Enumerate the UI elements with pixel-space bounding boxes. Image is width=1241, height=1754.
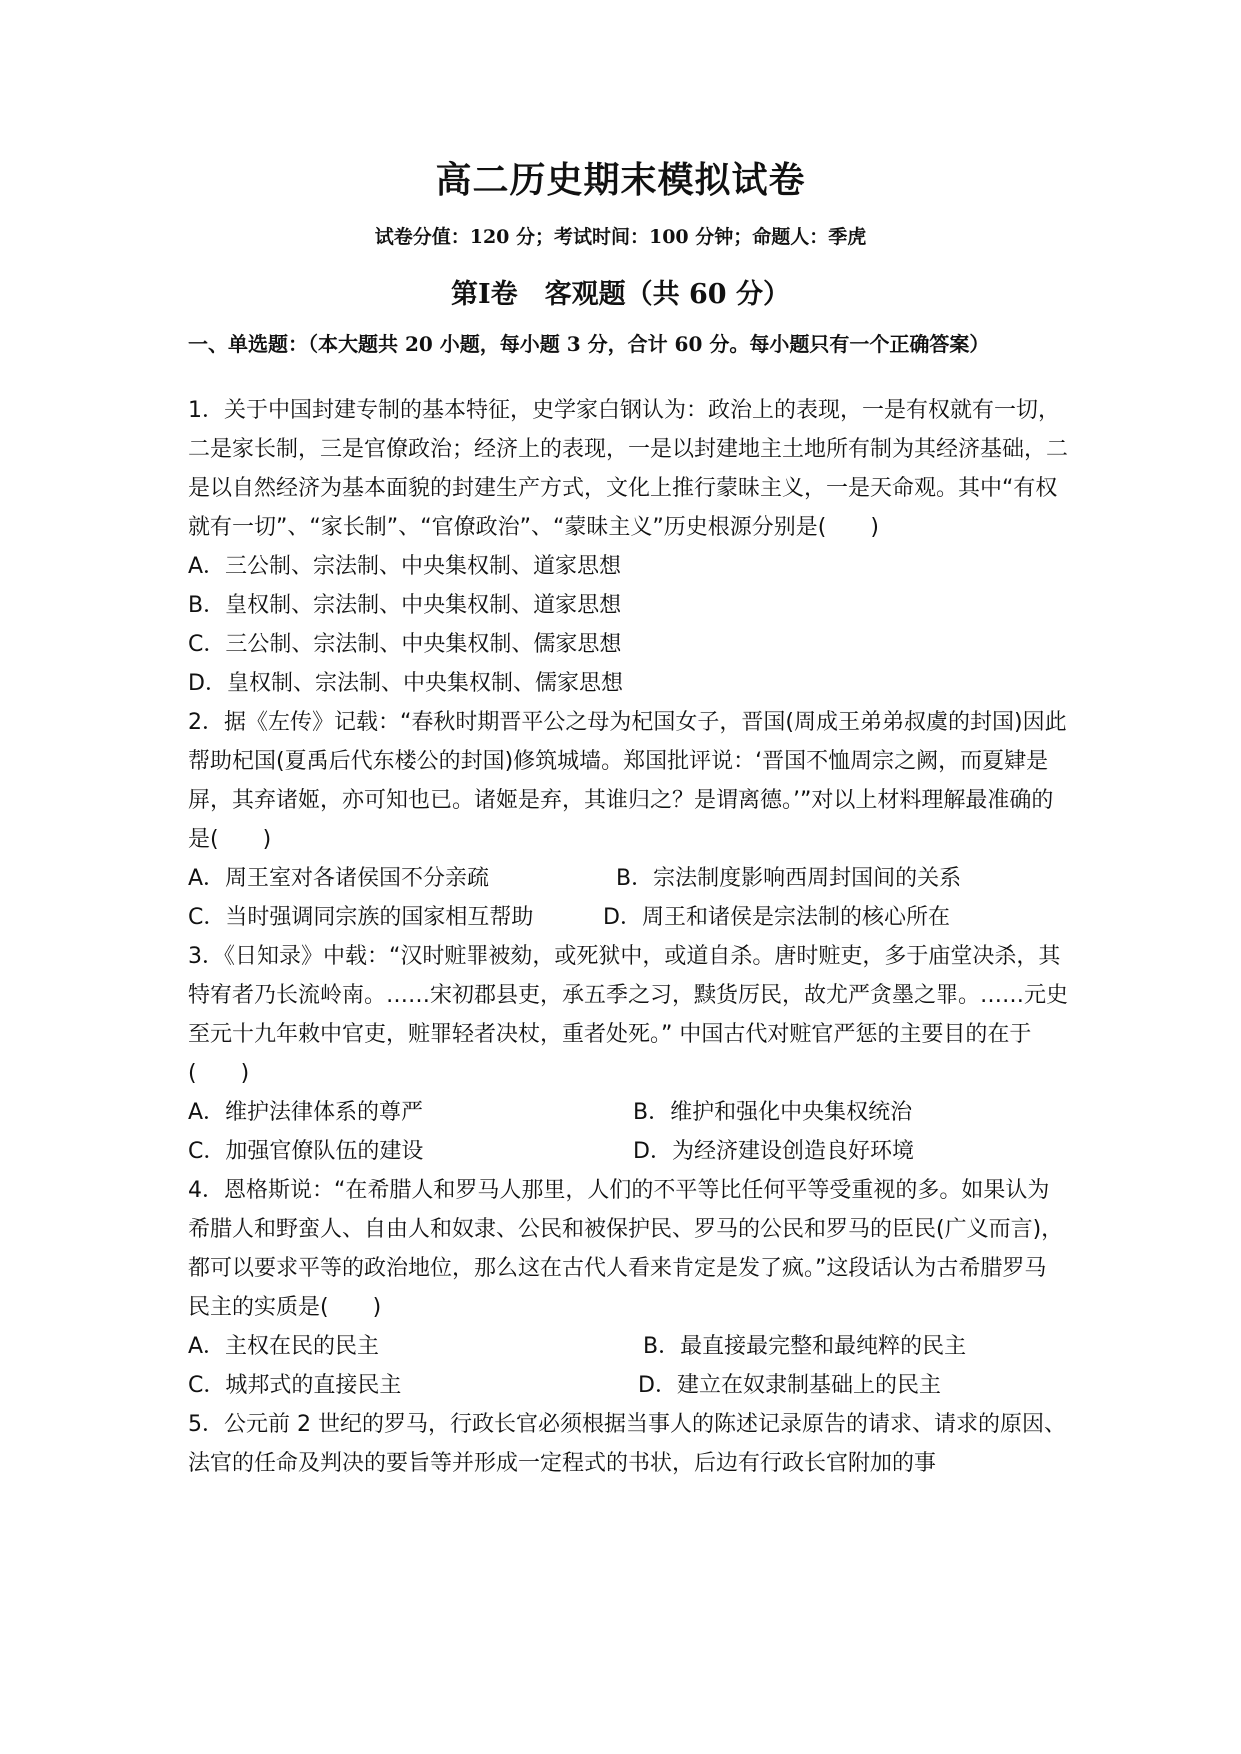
- option-row: [188, 1132, 1068, 1171]
- option-d: D．建立在奴隶制基础上的民主: [638, 1373, 941, 1398]
- option-row: [188, 1366, 1068, 1405]
- option-row: [188, 859, 1068, 898]
- option-c: C．加强官僚队伍的建设: [188, 1139, 424, 1164]
- option-b: B．皇权制、宗法制、中央集权制、道家思想: [188, 593, 622, 618]
- section-heading: 第Ⅰ卷 客观题（共 60 分）: [450, 279, 790, 310]
- question-stem: 5．公元前 2 世纪的罗马，行政长官必须根据当事人的陈述记录原告的请求、请求的原因、法官的任命及判决的要旨等并形成一定程式的书状，后边有行政长官附加的事: [188, 1412, 1066, 1476]
- section-instructions: 一、单选题：（本大题共 20 小题，每小题 3 分，合计 60 分。每小题只有一个正确答案）: [188, 332, 990, 356]
- option-c: C．城邦式的直接民主: [188, 1373, 402, 1398]
- option-b: B．宗法制度影响西周封国间的关系: [616, 866, 962, 891]
- page-title: 高二历史期末模拟试卷: [435, 159, 806, 201]
- option-row: [188, 898, 1068, 937]
- question-list: [188, 391, 1068, 1483]
- option-c: C．三公制、宗法制、中央集权制、儒家思想: [188, 632, 622, 657]
- option-b: B．最直接最完整和最纯粹的民主: [643, 1334, 967, 1359]
- exam-meta: 试卷分值：120 分；考试时间：100 分钟；命题人：季虎: [374, 226, 867, 248]
- option-d: D．为经济建设创造良好环境: [633, 1139, 914, 1164]
- option-row: [188, 1327, 1068, 1366]
- option-a: A．三公制、宗法制、中央集权制、道家思想: [188, 554, 622, 579]
- question-stem: 1．关于中国封建专制的基本特征，史学家白钢认为：政治上的表现，一是有权就有一切，二是家长制，三是官僚政治；经济上的表现，一是以封建地主土地所有制为其经济基础，二是以自然经济为基本面貌的封建生产方式，文化上推行蒙昧主义，一是天命观。其中“有权就有一切”、“家长制”、“官僚政治”、“蒙昧主义”历史根源分别是( ): [188, 398, 1069, 540]
- question-stem: 2．据《左传》记载：“春秋时期晋平公之母为杞国女子，晋国(周成王弟弟叔虞的封国)因此帮助杞国(夏禹后代东楼公的封国)修筑城墙。郑国批评说：‘晋国不恤周宗之阙，而夏肄是屏，其弃诸姬，亦可知也已。诸姬是弃，其谁归之？是谓离德。’”对以上材料理解最准确的是( ): [188, 710, 1067, 852]
- question-stem: 4．恩格斯说：“在希腊人和罗马人那里，人们的不平等比任何平等受重视的多。如果认为希腊人和野蛮人、自由人和奴隶、公民和被保护民、罗马的公民和罗马的臣民(广义而言)，都可以要求平等的政治地位，那么这在古代人看来肯定是发了疯。”这段话认为古希腊罗马民主的实质是( ): [188, 1178, 1064, 1320]
- option-a: A．维护法律体系的尊严: [188, 1100, 424, 1125]
- option-a: A．主权在民的民主: [188, 1334, 380, 1359]
- option-d: D．周王和诸侯是宗法制的核心所在: [603, 905, 950, 930]
- option-b: B．维护和强化中央集权统治: [633, 1100, 913, 1125]
- question-stem: 3．《日知录》中载：“汉时赃罪被劾，或死狱中，或道自杀。唐时赃吏，多于庙堂决杀，其特宥者乃长流岭南。……宋初郡县吏，承五季之习，黩货厉民，故尤严贪墨之罪。……元史至元十九年敕中官吏，赃罪轻者决杖，重者处死。” 中国古代对赃官严惩的主要目的在于( ): [188, 944, 1069, 1086]
- option-d: D．皇权制、宗法制、中央集权制、儒家思想: [188, 671, 623, 696]
- option-row: [188, 1093, 1068, 1132]
- option-c: C．当时强调同宗族的国家相互帮助: [188, 905, 534, 930]
- option-a: A．周王室对各诸侯国不分亲疏: [188, 866, 490, 891]
